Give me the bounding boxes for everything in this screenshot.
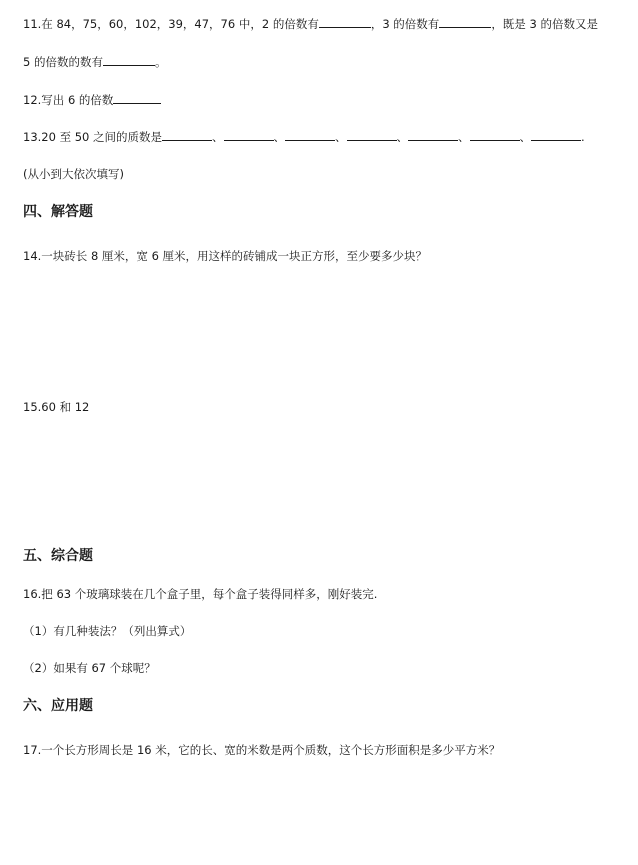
separator: 、 [273,130,286,144]
question-13 [23,129,585,145]
answer-blank[interactable] [531,129,581,141]
answer-blank[interactable] [103,54,155,66]
question-15: 15.60 和 12 [23,400,90,414]
answer-blank[interactable] [285,129,335,141]
answer-blank[interactable] [319,16,371,28]
separator: 、 [519,130,532,144]
separator: 、 [458,130,470,144]
question-16: 16.把 63 个玻璃球装在几个盒子里，每个盒子装得同样多，刚好装完. [23,587,378,601]
answer-blank[interactable] [162,129,212,141]
separator: 、 [335,130,347,144]
answer-blank[interactable] [439,16,491,28]
question-11-text: 11.在 84，75，60，102，39，47，76 中，2 的倍数有 [23,17,319,31]
period: . [581,130,585,144]
question-11-text: ，3 的倍数有 [370,17,440,31]
answer-blank[interactable] [113,92,161,104]
question-12 [23,92,161,108]
question-13-text: 13.20 至 50 之间的质数是 [23,130,163,144]
question-11-text: ，既是 3 的倍数又是 [491,17,598,31]
section-4-heading: 四、解答题 [23,204,93,220]
separator: 、 [212,130,224,144]
separator: 、 [396,130,409,144]
question-14: 14.一块砖长 8 厘米，宽 6 厘米，用这样的砖铺成一块正方形，至少要多少块？ [23,249,428,263]
section-6-heading: 六、应用题 [23,698,93,714]
answer-blank[interactable] [408,129,458,141]
question-13-note: (从小到大依次填写) [23,167,124,181]
answer-blank[interactable] [470,129,520,141]
question-17: 17.一个长方形周长是 16 米，它的长、宽的米数是两个质数，这个长方形面积是多少平方米？ [23,743,501,757]
question-12-text: 12.写出 6 的倍数 [23,93,114,107]
answer-blank[interactable] [224,129,274,141]
question-16-part-1: （1）有几种装法？（列出算式） [23,624,192,638]
question-11-line-1 [23,16,598,32]
question-11-text: 5 的倍数的数有 [23,55,103,69]
answer-blank[interactable] [347,129,397,141]
question-16-part-2: （2）如果有 67 个球呢？ [23,661,156,675]
section-5-heading: 五、综合题 [23,548,93,564]
question-11-line-2 [23,54,166,70]
question-11-text: 。 [154,55,167,69]
